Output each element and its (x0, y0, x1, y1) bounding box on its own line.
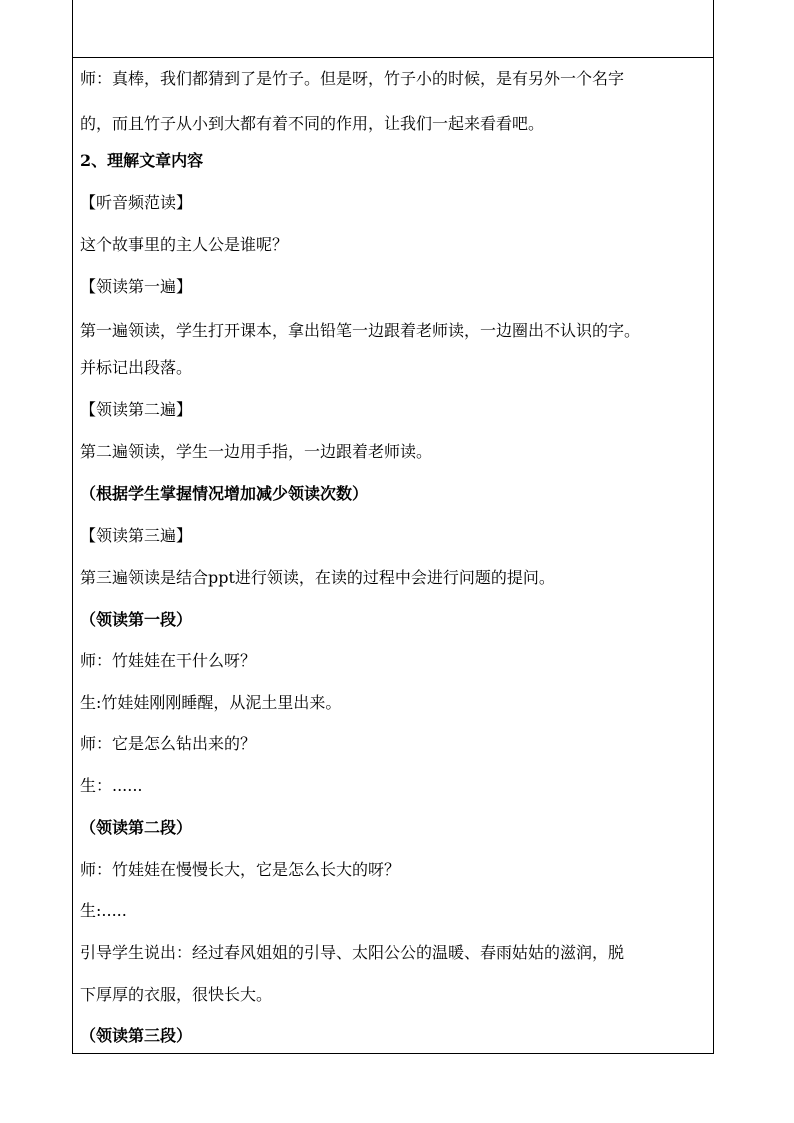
teacher-question-1: 师：竹娃娃在干什么呀？ (80, 651, 257, 670)
student-answer-2: 生：...... (80, 776, 143, 795)
table-border-top-right (713, 0, 714, 57)
step-label-third-reading: 【领读第三遍】 (80, 526, 193, 545)
third-reading-desc: 第三遍领读是结合ppt进行领读，在读的过程中会进行问题的提问。 (80, 568, 555, 587)
teacher-line-1: 师：真棒，我们都猜到了是竹子。但是呀，竹子小的时候，是有另外一个名字 (80, 69, 625, 88)
table-border-top-left (72, 0, 73, 57)
student-answer-1: 生:竹娃娃刚刚睡醒，从泥土里出来。 (80, 693, 342, 712)
paragraph-three-label: （领读第三段） (80, 1026, 193, 1045)
second-reading-desc: 第二遍领读，学生一边用手指，一边跟着老师读。 (80, 442, 433, 461)
teacher-question-3: 师：竹娃娃在慢慢长大，它是怎么长大的呀？ (80, 860, 401, 879)
paragraph-two-label: （领读第二段） (80, 818, 193, 837)
teacher-line-1-cont: 的，而且竹子从小到大都有着不同的作用，让我们一起来看看吧。 (80, 114, 545, 133)
guidance-text: 引导学生说出：经过春风姐姐的引导、太阳公公的温暖、春雨姑姑的滋润，脱 (80, 943, 625, 962)
reading-count-note: （根据学生掌握情况增加减少领读次数） (80, 484, 369, 503)
student-answer-3: 生:..... (80, 901, 127, 920)
section-heading: 2、理解文章内容 (80, 151, 204, 170)
first-reading-desc: 第一遍领读，学生打开课本，拿出铅笔一边跟着老师读，一边圈出不认识的字。 (80, 321, 641, 340)
step-label-second-reading: 【领读第二遍】 (80, 400, 193, 419)
guidance-text-cont: 下厚厚的衣服，很快长大。 (80, 985, 273, 1004)
question-protagonist: 这个故事里的主人公是谁呢？ (80, 235, 289, 254)
step-label-first-reading: 【领读第一遍】 (80, 277, 193, 296)
teacher-question-2: 师：它是怎么钻出来的？ (80, 734, 257, 753)
first-reading-desc-cont: 并标记出段落。 (80, 358, 193, 377)
paragraph-one-label: （领读第一段） (80, 610, 193, 629)
step-label-audio: 【听音频范读】 (80, 193, 193, 212)
